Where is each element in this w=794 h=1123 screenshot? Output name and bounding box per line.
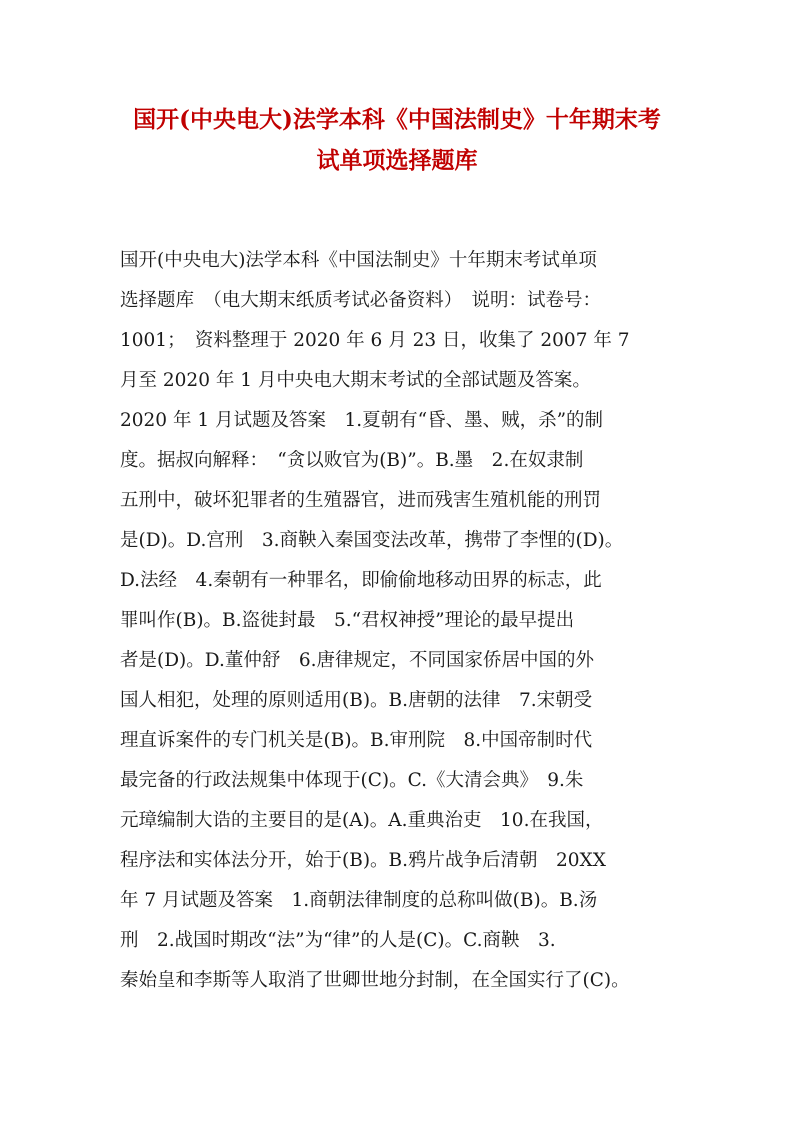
body-text-line: D.法经 4.秦朝有一种罪名，即偷偷地移动田界的标志，此 [120, 570, 602, 591]
body-text-line: 秦始皇和李斯等人取消了世卿世地分封制，在全国实行了(C)。 [120, 970, 630, 991]
body-text-line: 最完备的行政法规集中体现于(C)。C.《大清会典》 9.朱 [120, 770, 584, 791]
body-text-line: 罪叫作(B)。B.盗徙封最 5.“君权神授”理论的最早提出 [120, 610, 575, 631]
body-text-line: 刑 2.战国时期改“法”为“律”的人是(C)。C.商鞅 3. [120, 930, 556, 951]
body-text-line: 程序法和实体法分开，始于(B)。B.鸦片战争后清朝 20XX [120, 850, 606, 871]
body-text-line: 度。据叔向解释： “贪以败官为(B)”。B.墨 2.在奴隶制 [120, 450, 584, 471]
body-text-line: 国开(中央电大)法学本科《中国法制史》十年期末考试单项 [120, 250, 597, 271]
body-text-line: 理直诉案件的专门机关是(B)。B.审刑院 8.中国帝制时代 [120, 730, 593, 751]
body-text-line: 选择题库 （电大期末纸质考试必备资料） 说明：试卷号： [120, 290, 602, 311]
body-text-line: 五刑中，破坏犯罪者的生殖器官，进而残害生殖机能的刑罚 [120, 490, 602, 511]
body-text-line: 是(D)。D.宫刑 3.商鞅入秦国变法改革，携带了李悝的(D)。 [120, 530, 624, 551]
body-text-line: 月至 2020 年 1 月中央电大期末考试的全部试题及答案。 [120, 370, 591, 391]
body-text-line: 者是(D)。D.董仲舒 6.唐律规定，不同国家侨居中国的外 [120, 650, 594, 671]
body-text-line: 元璋编制大诰的主要目的是(A)。A.重典治吏 10.在我国， [120, 810, 604, 831]
document-title-line-2: 试单项选择题库 [316, 147, 478, 174]
body-text-line: 2020 年 1 月试题及答案 1.夏朝有“昏、墨、贼，杀”的制 [120, 410, 604, 431]
document-title-line-1: 国开(中央电大)法学本科《中国法制史》十年期末考 [133, 106, 661, 133]
body-text-line: 1001； 资料整理于 2020 年 6 月 23 日，收集了 2007 年 7 [120, 330, 630, 351]
body-text-line: 国人相犯，处理的原则适用(B)。B.唐朝的法律 7.宋朝受 [120, 690, 593, 711]
body-text-line: 年 7 月试题及答案 1.商朝法律制度的总称叫做(B)。B.汤 [120, 890, 598, 911]
